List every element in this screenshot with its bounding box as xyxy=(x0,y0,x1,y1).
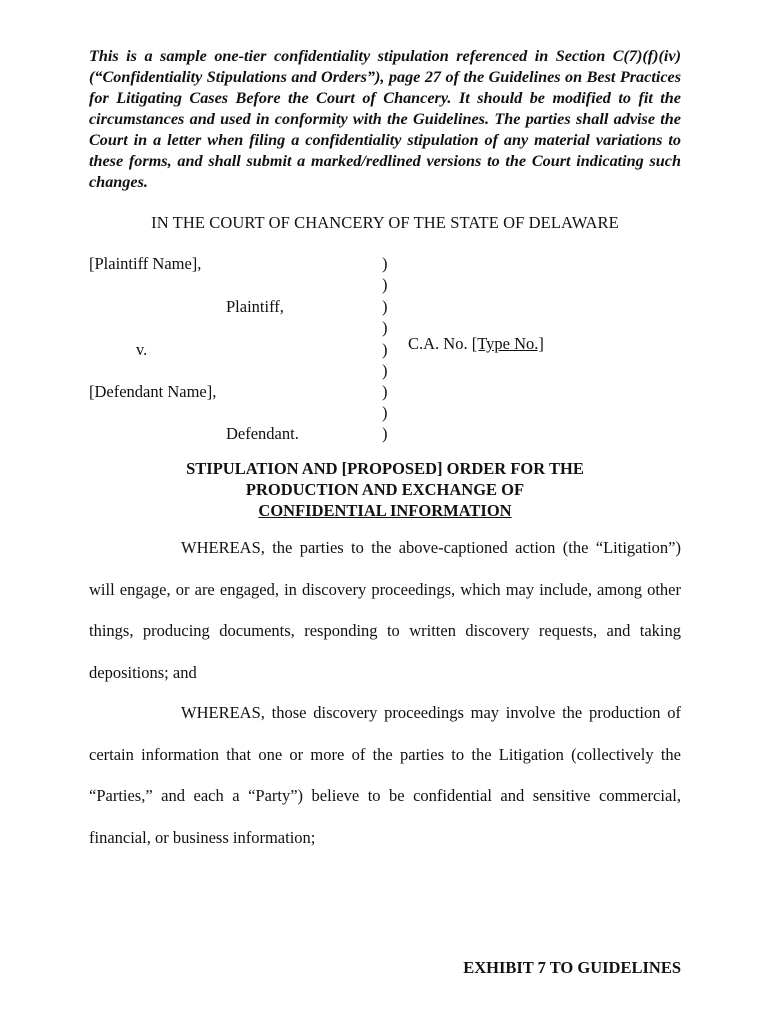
case-number xyxy=(408,334,544,354)
caption-paren: ) xyxy=(382,297,388,316)
caption-paren: ) xyxy=(382,254,388,273)
title-line: PRODUCTION AND EXCHANGE OF xyxy=(245,480,525,499)
document-title xyxy=(0,458,770,521)
case-number-value: [Type No.] xyxy=(471,334,544,353)
caption-paren: ) xyxy=(382,361,388,380)
caption-paren: ) xyxy=(382,340,388,359)
case-number-prefix: C.A. No. xyxy=(408,334,472,353)
title-line-underlined: CONFIDENTIAL INFORMATION xyxy=(258,501,512,520)
instruction-note: This is a sample one-tier confidentiality stipulation referenced in Section C(7)(f)(iv) (“Confidentiality Stipulations and Orders”), page 27 of the Guidelines on Best Practices for Litigating Cases Before the Court of Chancery. It should be modified to fit the circumstances and used in conformity with the Guidelines. The parties shall advise the Court in a letter when filing a confidentiality stipulation of any material variations to these forms, and shall submit a marked/redlined versions to the Court indicating such changes. xyxy=(89,47,681,191)
whereas-paragraph: WHEREAS, those discovery proceedings may involve the production of certain information that one or more of the parties to the Litigation (collectively the “Parties,” and each a “Party”) believe to be confidential and sensitive commercial, financial, or business information; xyxy=(89,703,681,847)
court-heading: IN THE COURT OF CHANCERY OF THE STATE OF DELAWARE xyxy=(151,213,619,232)
plaintiff-name: [Plaintiff Name], xyxy=(89,254,202,273)
case-caption xyxy=(89,254,689,444)
title-line: STIPULATION AND [PROPOSED] ORDER FOR THE xyxy=(186,459,584,478)
exhibit-footer: EXHIBIT 7 TO GUIDELINES xyxy=(463,958,681,977)
defendant-label: Defendant. xyxy=(226,424,299,443)
caption-paren: ) xyxy=(382,403,388,422)
whereas-paragraph: WHEREAS, the parties to the above-captioned action (the “Litigation”) will engage, or are engaged, in discovery proceedings, which may include, among other things, producing documents, responding to written discovery requests, and taking depositions; and xyxy=(89,538,681,682)
caption-paren: ) xyxy=(382,275,388,294)
versus-label: v. xyxy=(136,340,148,359)
caption-paren: ) xyxy=(382,424,388,443)
caption-paren: ) xyxy=(382,382,388,401)
defendant-name: [Defendant Name], xyxy=(89,382,217,401)
caption-paren: ) xyxy=(382,318,388,337)
plaintiff-label: Plaintiff, xyxy=(226,297,284,316)
